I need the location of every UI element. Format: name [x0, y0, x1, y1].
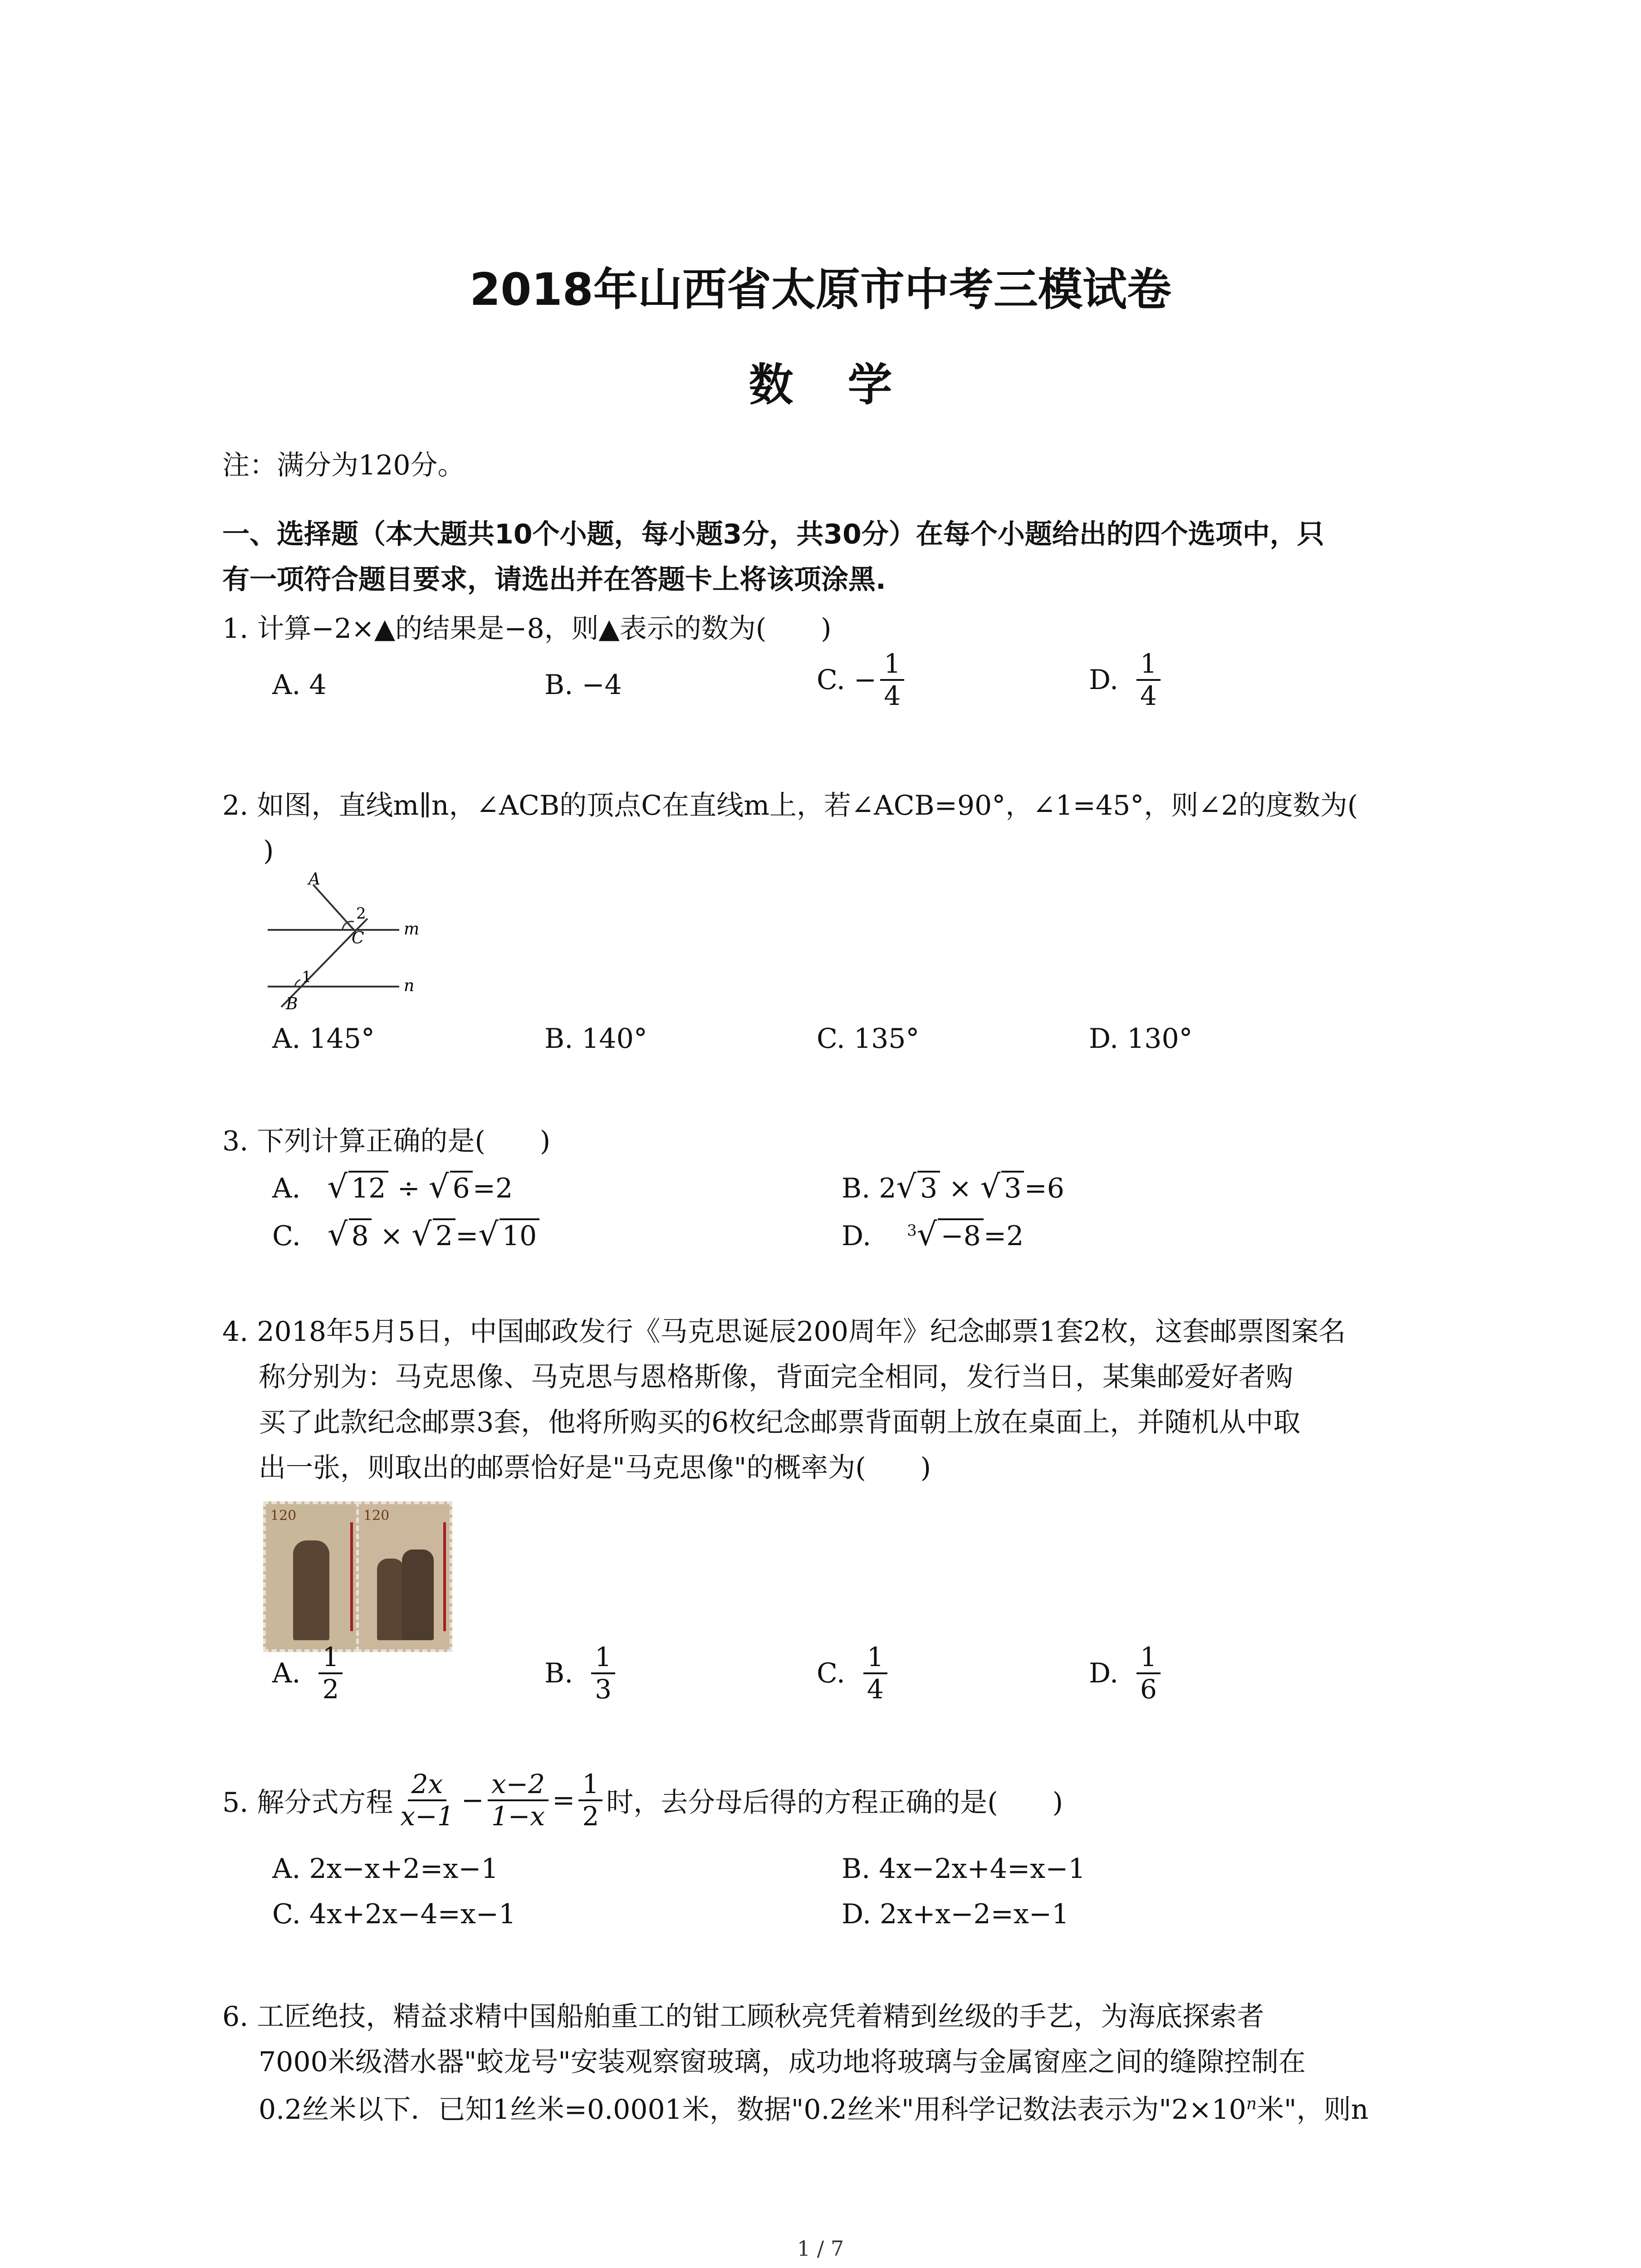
q3-option-d-label: D.: [842, 1220, 872, 1252]
q4-option-c-fraction: [863, 1642, 887, 1704]
stamp-marx-engels-image: [356, 1501, 452, 1652]
q4-option-d: [1089, 1642, 1164, 1704]
q5-minus: −: [461, 1784, 484, 1816]
label-1: 1: [302, 968, 312, 986]
q4-option-a: [272, 1642, 346, 1704]
statue-figure-left: [377, 1559, 404, 1640]
q5-option-c: C. 4x+2x−4=x−1: [272, 1898, 516, 1930]
stamp-red-bar: [350, 1522, 353, 1631]
fraction-denominator: 2: [582, 1800, 599, 1832]
q2-option-a: A. 145°: [272, 1023, 375, 1055]
question-4-line2: 称分别为：马克思像、马克思与恩格斯像，背面完全相同，发行当日，某集邮爱好者购: [259, 1361, 1293, 1393]
fraction-numerator: 1: [318, 1642, 343, 1674]
question-2-stem-cont: ): [263, 835, 274, 867]
q3-option-b: B. 2√ 3 × √ 3 =6: [842, 1168, 1064, 1205]
q3-option-b-label: B. 2: [842, 1173, 896, 1204]
fraction-denominator: 1−x: [491, 1800, 545, 1832]
label-n: n: [404, 977, 415, 995]
radicand: 2: [433, 1218, 456, 1252]
q4-option-b: [544, 1642, 619, 1704]
radicand: 3: [917, 1171, 940, 1204]
question-2-stem: 2. 如图，直线m∥n，∠ACB的顶点C在直线m上，若∠ACB=90°，∠1=45°，则∠2的度数为(: [222, 790, 1358, 821]
label-m: m: [404, 920, 420, 938]
segment-ac: [313, 885, 354, 930]
q6-line3-part1: 0.2丝米以下．已知1丝米=0.0001米，数据"0.2丝米"用科学记数法表示为"2×10: [259, 2094, 1246, 2126]
stamp-value: 120: [270, 1508, 297, 1524]
q2-option-c: C. 135°: [817, 1023, 920, 1055]
operator: ×: [949, 1173, 972, 1204]
label-a: A: [309, 871, 320, 889]
parallel-lines-figure: [263, 871, 426, 1016]
label-b: B: [286, 995, 298, 1013]
q1-option-a: A. 4: [272, 669, 327, 701]
question-4-line1: 4. 2018年5月5日，中国邮政发行《马克思诞辰200周年》纪念邮票1套2枚，这套邮票图案名: [222, 1316, 1346, 1348]
fraction-numerator: 2x: [408, 1769, 447, 1801]
stamp-red-bar: [443, 1522, 446, 1631]
angle-1-arc: [295, 980, 300, 987]
subject-title: 数学: [749, 359, 947, 411]
question-6-line1: 6. 工匠绝技，精益求精中国船舶重工的钳工顾秋亮凭着精到丝级的手艺，为海底探索者: [222, 2001, 1264, 2033]
question-1-stem: 1. 计算−2×▲的结果是−8，则▲表示的数为( ): [222, 613, 832, 645]
radicand: 6: [450, 1171, 473, 1204]
q5-option-b: B. 4x−2x+4=x−1: [842, 1853, 1086, 1885]
radicand: 12: [348, 1171, 388, 1204]
fraction-denominator: 4: [1140, 680, 1157, 711]
q5-fraction-1: [397, 1769, 457, 1831]
question-3-stem: 3. 下列计算正确的是( ): [222, 1125, 551, 1157]
q4-option-c-label: C.: [817, 1657, 845, 1689]
q1-option-d-fraction: [1136, 649, 1161, 711]
result: =2: [472, 1173, 513, 1204]
root-index: 3: [907, 1222, 917, 1240]
statue-figure-right: [402, 1549, 434, 1640]
fraction-numerator: 1: [1136, 649, 1161, 681]
radicand: 8: [349, 1218, 372, 1252]
q4-option-b-label: B.: [544, 1657, 573, 1689]
label-2: 2: [356, 904, 366, 923]
score-note: 注：满分为120分。: [222, 450, 465, 481]
q1-option-d: [1089, 649, 1164, 711]
q2-option-b: B. 140°: [544, 1023, 647, 1055]
q4-option-a-label: A.: [272, 1657, 301, 1689]
result: =6: [1024, 1173, 1064, 1204]
q4-option-a-fraction: [318, 1642, 343, 1704]
q5-stem-suffix: 时，去分母后得的方程正确的是( ): [606, 1786, 1063, 1818]
q3-option-a-label: A.: [272, 1173, 301, 1204]
q3-option-c: C. √ 8 × √ 2 =√ 10: [272, 1216, 539, 1253]
q4-option-d-label: D.: [1089, 1657, 1119, 1689]
q4-option-d-fraction: [1136, 1642, 1161, 1704]
question-6-line3: [259, 2093, 1368, 2126]
statue-figure: [293, 1540, 329, 1640]
fraction-denominator: 3: [595, 1673, 612, 1705]
q4-option-b-fraction: [591, 1642, 615, 1704]
fraction-numerator: x−2: [488, 1769, 549, 1801]
section-heading-line1: 一、选择题（本大题共10个小题，每小题3分，共30分）在每个小题给出的四个选项中，只: [222, 518, 1324, 550]
fraction-denominator: 4: [867, 1673, 884, 1705]
operator: ×: [380, 1220, 403, 1252]
q1-option-b: B. −4: [544, 669, 622, 701]
question-5-stem: [222, 1769, 1063, 1831]
equals: =: [455, 1220, 479, 1252]
question-4-line3: 买了此款纪念邮票3套，他将所购买的6枚纪念邮票背面朝上放在桌面上，并随机从中取: [259, 1407, 1301, 1438]
radicand: 10: [500, 1218, 539, 1252]
page-number: 1 / 7: [797, 2236, 844, 2261]
page-title: 2018年山西省太原市中考三模试卷: [470, 264, 1171, 316]
fraction-denominator: 2: [322, 1673, 339, 1705]
q5-fraction-3: [578, 1769, 603, 1831]
q3-option-d: D. $^3$√ −8 =2: [842, 1216, 1024, 1253]
label-c: C: [352, 929, 364, 948]
q5-fraction-2: [488, 1769, 549, 1831]
q1-option-c-fraction: [880, 649, 904, 711]
q5-equals: =: [552, 1784, 575, 1816]
question-4-line4: 出一张，则取出的邮票恰好是"马克思像"的概率为( ): [259, 1452, 931, 1484]
fraction-numerator: 1: [880, 649, 904, 681]
q5-option-a: A. 2x−x+2=x−1: [272, 1853, 499, 1885]
operator: ÷: [397, 1173, 420, 1204]
q3-option-c-label: C.: [272, 1220, 301, 1252]
q1-option-d-label: D.: [1089, 664, 1119, 696]
q1-option-c: [817, 649, 908, 711]
q3-option-a: A. √ 12 ÷ √ 6 =2: [272, 1168, 513, 1205]
q5-stem-prefix: 5. 解分式方程: [222, 1786, 393, 1818]
stamp-marx-image: [263, 1501, 359, 1652]
q4-option-c: [817, 1642, 891, 1704]
stamp-value: 120: [363, 1508, 390, 1524]
question-6-line2: 7000米级潜水器"蛟龙号"安装观察窗玻璃，成功地将玻璃与金属窗座之间的缝隙控制在: [259, 2046, 1306, 2078]
q2-option-d: D. 130°: [1089, 1023, 1193, 1055]
fraction-numerator: 1: [863, 1642, 887, 1674]
fraction-numerator: 1: [1136, 1642, 1161, 1674]
fraction-numerator: 1: [578, 1769, 603, 1801]
fraction-numerator: 1: [591, 1642, 615, 1674]
q5-option-d: D. 2x+x−2=x−1: [842, 1898, 1069, 1930]
section-heading-line2: 有一项符合题目要求，请选出并在答题卡上将该项涂黑.: [222, 564, 886, 596]
radicand: −8: [938, 1218, 983, 1252]
result: =2: [983, 1220, 1024, 1252]
q1-option-c-label: C. −: [817, 664, 877, 696]
radicand: 3: [1001, 1171, 1024, 1204]
fraction-denominator: x−1: [400, 1800, 454, 1832]
fraction-denominator: 6: [1140, 1673, 1157, 1705]
q6-line3-part2: 米"，则n: [1257, 2094, 1369, 2126]
exponent: n: [1246, 2095, 1257, 2113]
fraction-denominator: 4: [884, 680, 901, 711]
